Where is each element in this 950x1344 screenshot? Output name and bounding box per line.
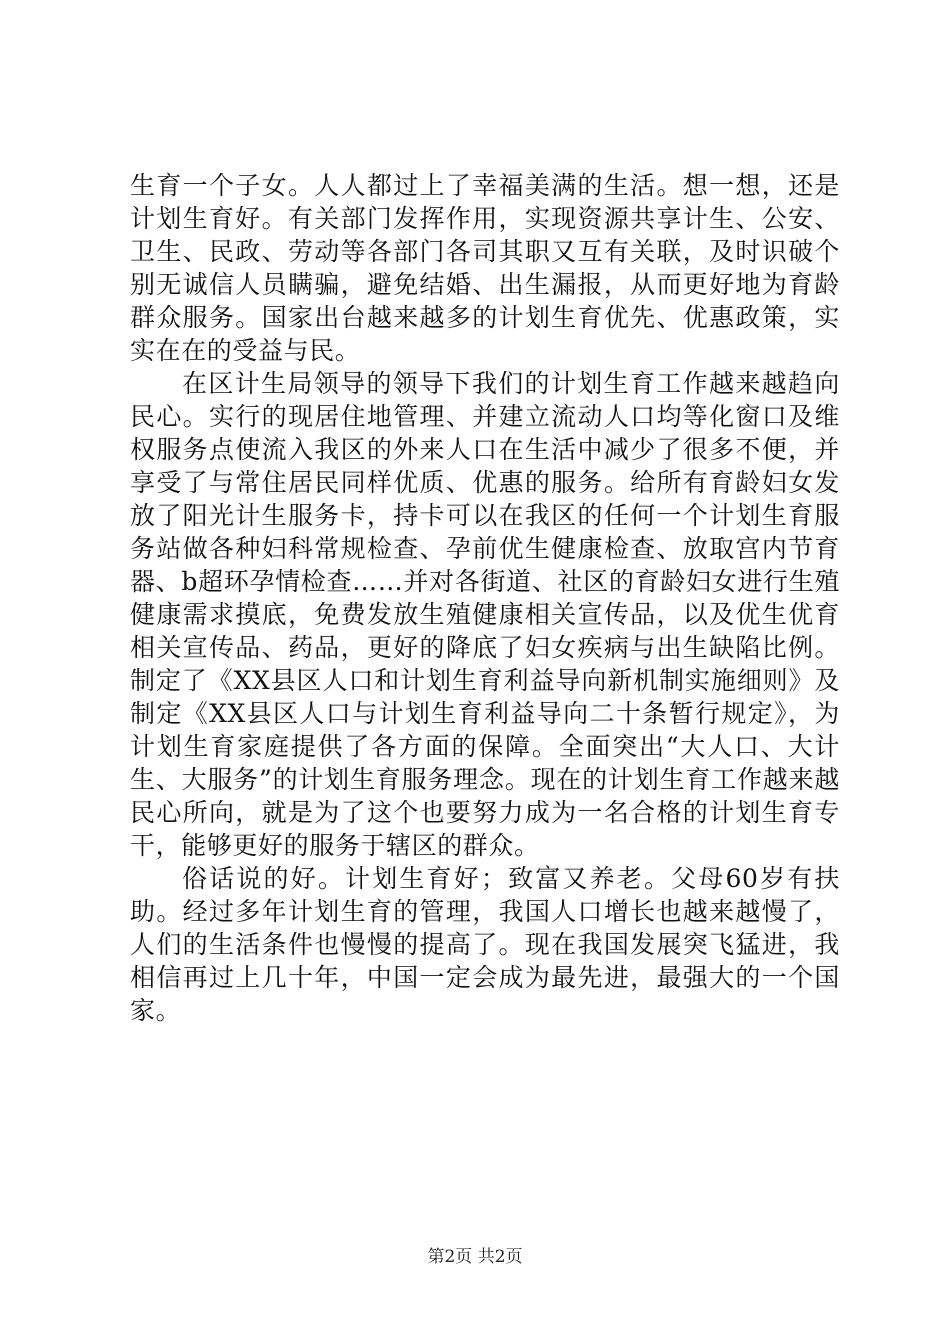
paragraph-1: 生育一个子女。人人都过上了幸福美满的生活。想一想，还是计划生育好。有关部门发挥作用，实现资源共享计生、公安、卫生、民政、劳动等各部门各司其职又互有关联，及时识破个别无诚信人员瞒骗，避免结婚、出生漏报，从而更好地为育龄群众服务。国家出台越来越多的计划生育优先、优惠政策，实实在在的受益与民。 <box>130 171 840 365</box>
paragraph-3: 俗话说的好。计划生育好；致富又养老。父母60岁有扶助。经过多年计划生育的管理，我国人口增长也越来越慢了，人们的生活条件也慢慢的提高了。现在我国发展突飞猛进，我相信再过上几十年，中国一定会成为最先进，最强大的一个国家。 <box>130 864 840 1025</box>
page-number-footer: 第2页 共2页 <box>427 1247 523 1267</box>
paragraph-2: 在区计生局领导的领导下我们的计划生育工作越来越趋向民心。实行的现居住地管理、并建立流动人口均等化窗口及维权服务点使流入我区的外来人口在生活中减少了很多不便，并享受了与常住居民同样优质、优惠的服务。给所有育龄妇女发放了阳光计生服务卡，持卡可以在我区的任何一个计划生育服务站做各种妇科常规检查、孕前优生健康检查、放取宫内节育器、b超环孕情检查……并对各街道、社区的育龄妇女进行生殖健康需求摸底，免费发放生殖健康相关宣传品，以及优生优育相关宣传品、药品，更好的降底了妇女疾病与出生缺陷比例。制定了《XX县区人口和计划生育利益导向新机制实施细则》及制定《XX县区人口与计划生育利益导向二十条暂行规定》，为计划生育家庭提供了各方面的保障。全面突出“大人口、大计生、大服务”的计划生育服务理念。现在的计划生育工作越来越民心所向，就是为了这个也要努力成为一名合格的计划生育专干，能够更好的服务于辖区的群众。 <box>130 369 840 860</box>
document-body <box>130 169 840 1027</box>
